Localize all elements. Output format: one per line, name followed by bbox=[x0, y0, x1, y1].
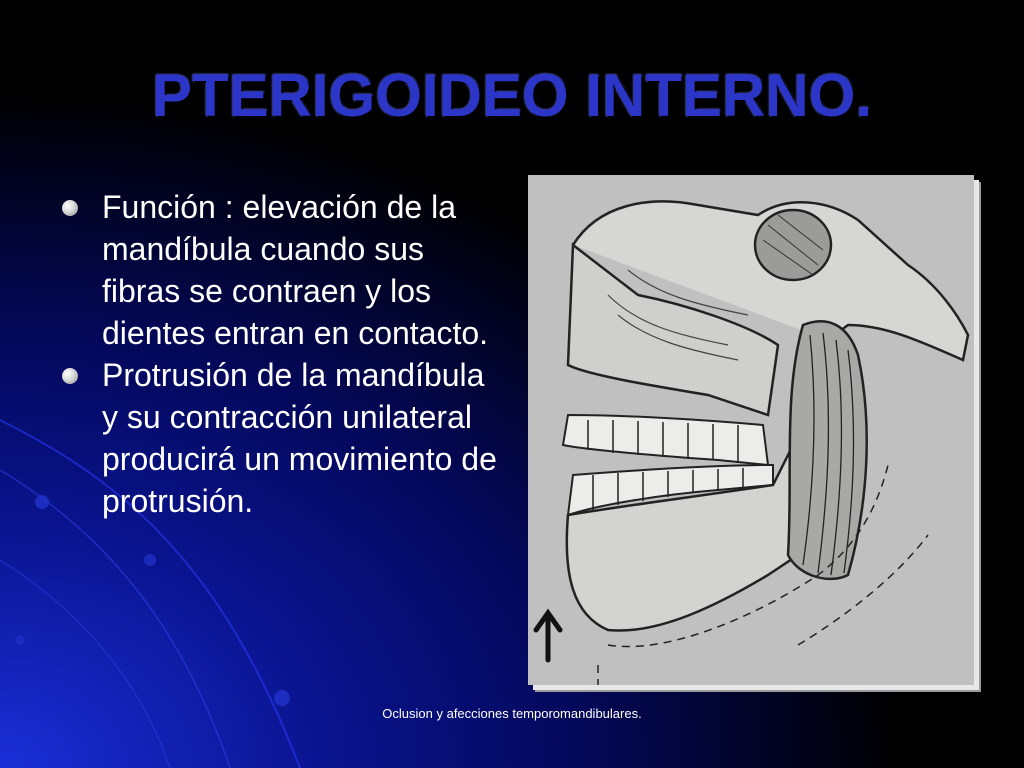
jaw-anatomy-figure bbox=[528, 175, 974, 685]
bullet-list bbox=[60, 186, 500, 522]
jaw-illustration-icon bbox=[528, 175, 974, 685]
bullet-icon bbox=[62, 200, 78, 216]
bullet-item bbox=[60, 354, 500, 522]
bullet-icon bbox=[62, 368, 78, 384]
bullet-text: Función : elevación de la mandíbula cuando sus fibras se contraen y los dientes entran en contacto. bbox=[102, 189, 489, 351]
bullet-item bbox=[60, 186, 500, 354]
bullet-text: Protrusión de la mandíbula y su contracción unilateral producirá un movimiento de protrusión. bbox=[102, 357, 497, 519]
slide-title: PTERIGOIDEO INTERNO. bbox=[151, 62, 873, 129]
slide-footer: Oclusion y afecciones temporomandibulares. bbox=[382, 706, 642, 721]
